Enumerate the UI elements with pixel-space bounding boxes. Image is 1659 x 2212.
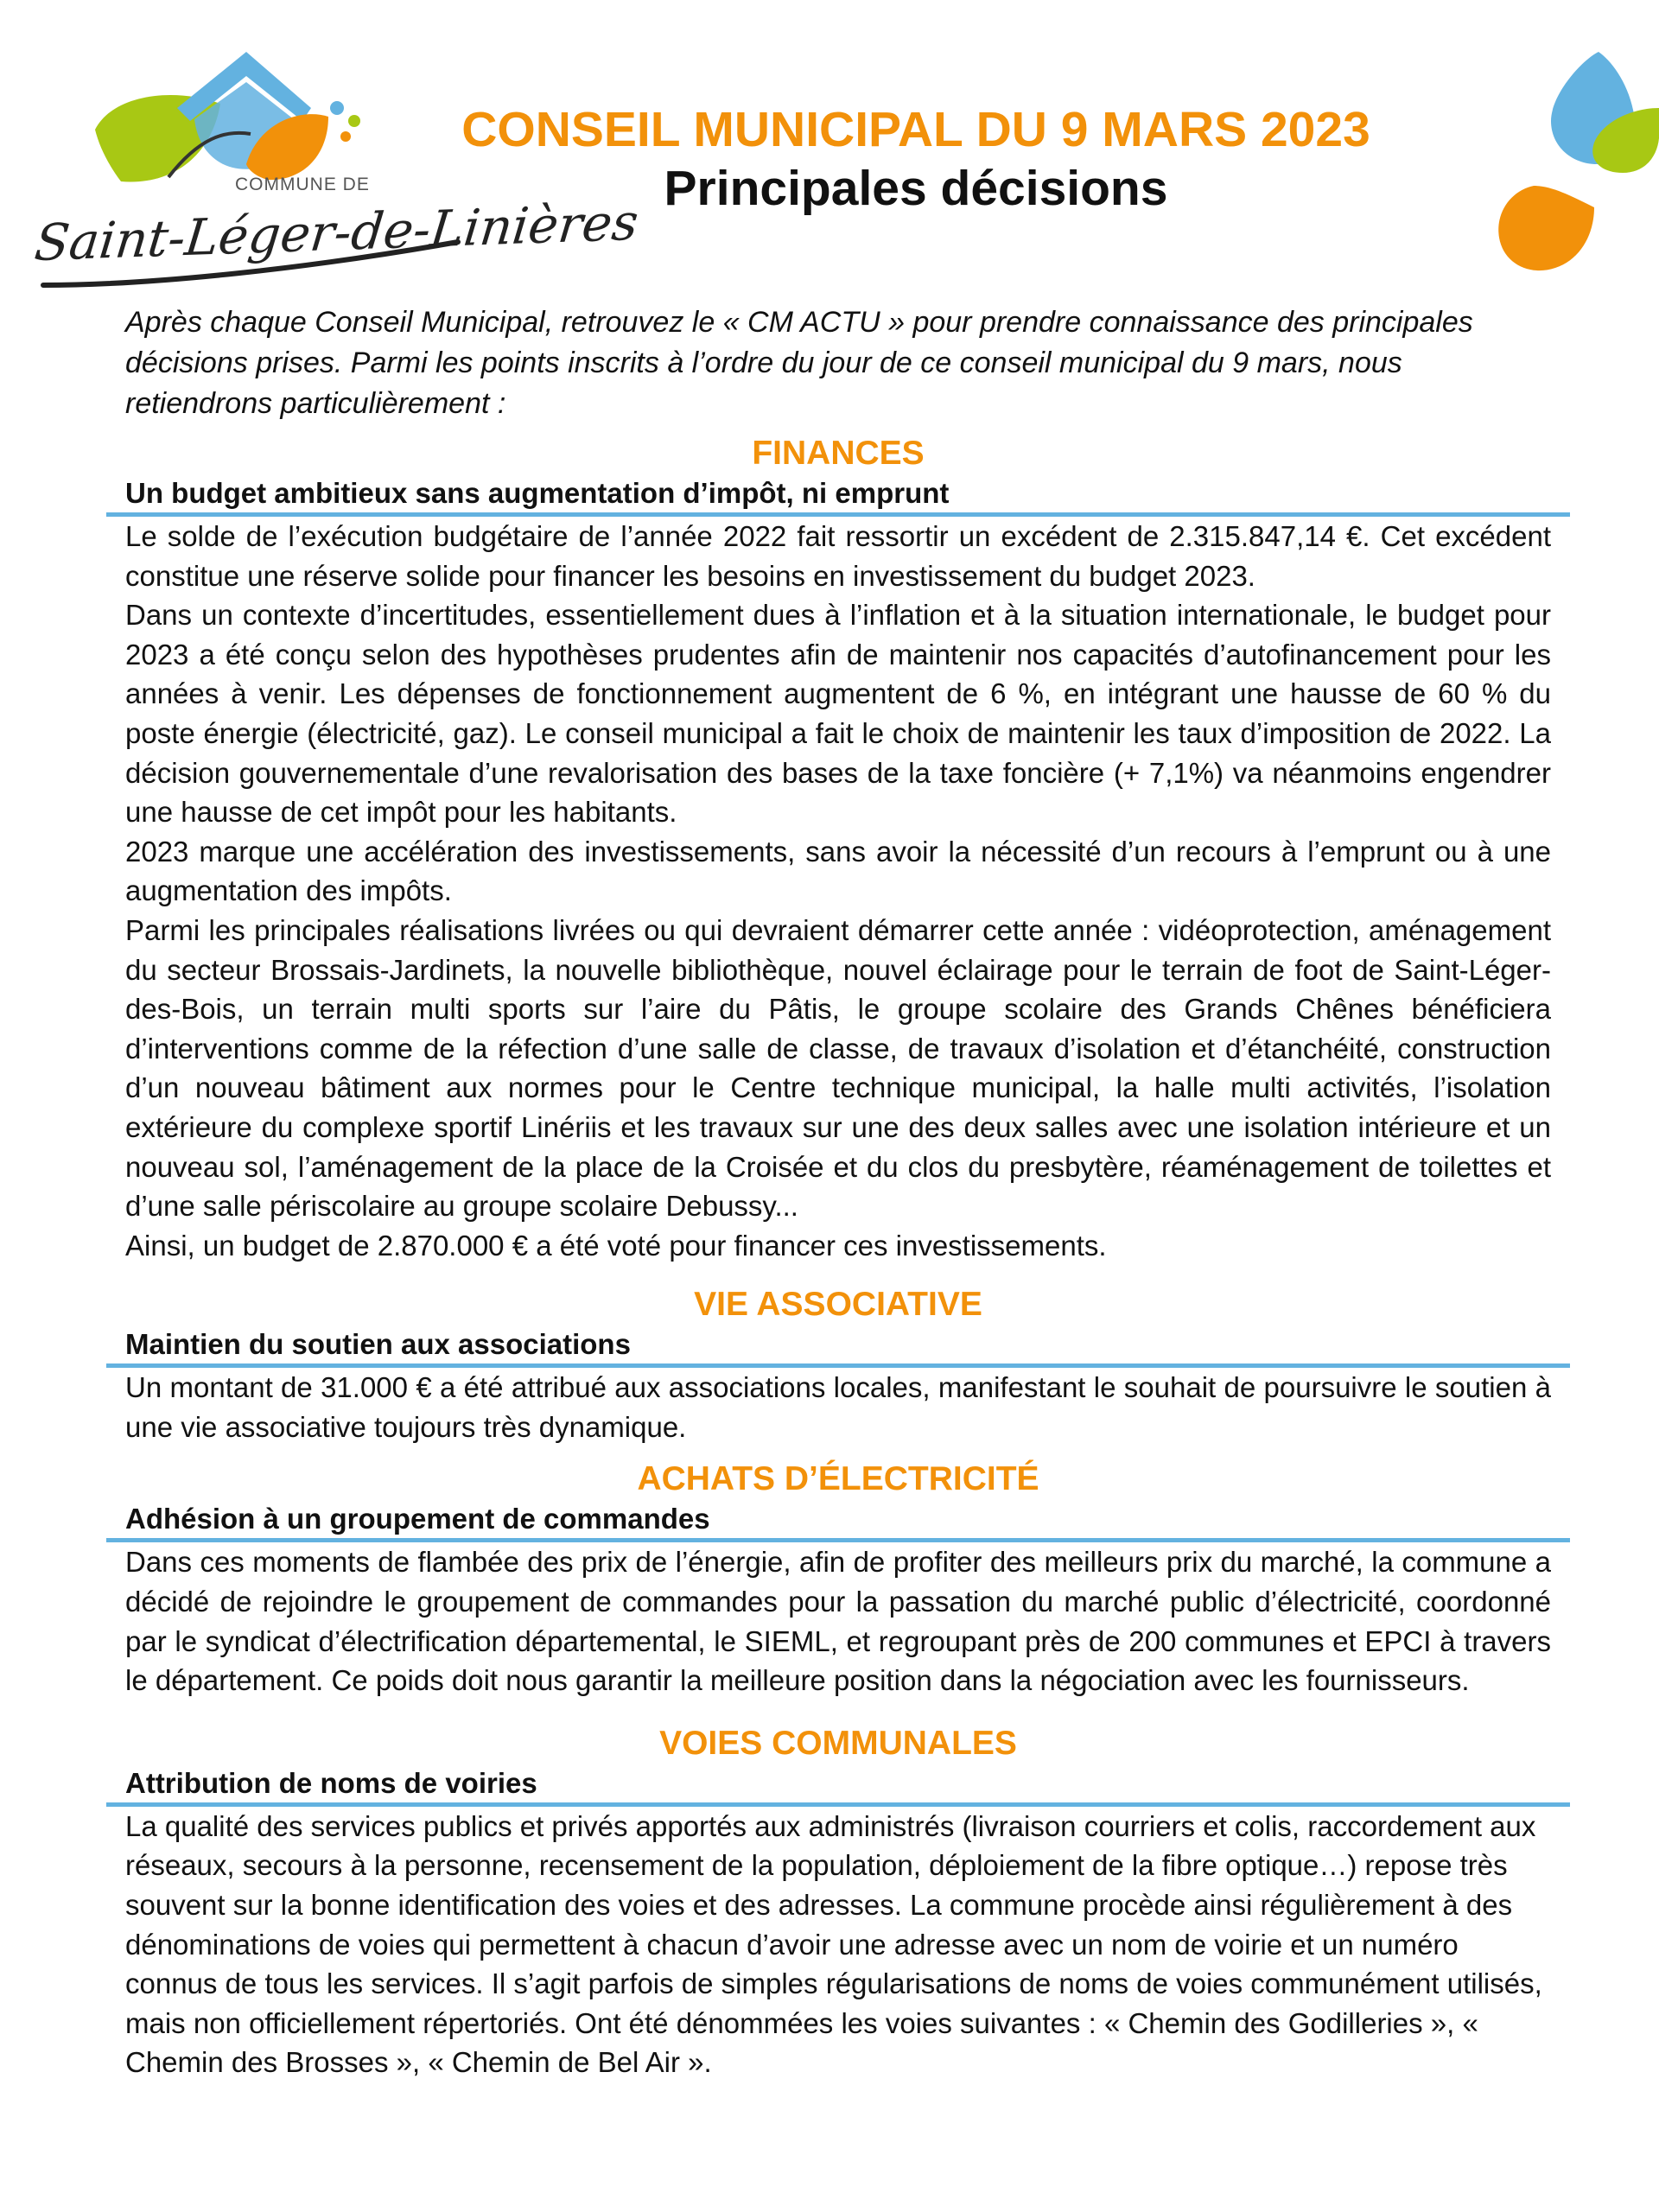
section-title: FINANCES [752, 435, 925, 472]
logo-commune-label: COMMUNE DE [235, 175, 370, 194]
page-header [432, 102, 1400, 217]
paragraph: Un montant de 31.000 € a été attribué aux associations locales, manifestant le souhait de poursuivre le soutien à une vie associative toujours très dynamique. [125, 1371, 1551, 1443]
section-finances [125, 433, 1551, 1265]
section-subtitle: Maintien du soutien aux associations [106, 1327, 1570, 1368]
section-title: VIE ASSOCIATIVE [694, 1286, 982, 1324]
section-subtitle: Attribution de noms de voiries [106, 1766, 1570, 1807]
intro-paragraph: Après chaque Conseil Municipal, retrouvez le « CM ACTU » pour prendre connaissance des principales décisions prises. Parmi les points inscrits à l’ordre du jour de ce conseil municipal du 9 mars, nous retiendrons particulièrement : [125, 306, 1473, 420]
section-subtitle: Adhésion à un groupement de commandes [106, 1502, 1570, 1542]
section-vie-associative [125, 1284, 1551, 1446]
commune-logo [26, 26, 641, 302]
logo-town-name: Saint-Léger-de-Linières [31, 192, 641, 273]
document-body [125, 302, 1551, 2082]
paragraph: Parmi les principales réalisations livrées ou qui devraient démarrer cette année : vidéoprotection, aménagement du secteur Brossais-Jardinets, la nouvelle bibliothèque, nouvel éclairage pour le terrain de foot de Saint-Léger-des-Bois, un terrain multi sports sur l’aire du Pâtis, le groupe scolaire des Grands Chênes bénéficiera d’interventions comme de la réfection d’une salle de classe, de travaux d’isolation et d’étanchéité, construction d’un nouveau bâtiment aux normes pour le Centre technique municipal, la halle multi activités, l’isolation extérieure du complexe sportif Linériis et les travaux sur une des deux salles avec une isolation intérieure et un nouveau sol, l’aménagement de la place de la Croisée et du clos du presbytère, réaménagement de toilettes et d’une salle périscolaire au groupe scolaire Debussy... [125, 913, 1551, 1223]
page-subtitle: Principales décisions [664, 160, 1168, 216]
section-achats-electricite [125, 1459, 1551, 1700]
section-subtitle: Un budget ambitieux sans augmentation d’impôt, ni emprunt [106, 476, 1570, 517]
decorative-droplets-icon [1400, 35, 1659, 311]
paragraph: 2023 marque une accélération des investissements, sans avoir la nécessité d’un recours à l’emprunt ou à une augmentation des impôts. [125, 835, 1551, 907]
section-title: VOIES COMMUNALES [659, 1724, 1017, 1762]
page-title: CONSEIL MUNICIPAL DU 9 MARS 2023 [461, 102, 1370, 157]
section-voies-communales [125, 1723, 1551, 2082]
paragraph: Le solde de l’exécution budgétaire de l’année 2022 fait ressortir un excédent de 2.315.847,14 €. Cet excédent constitue une réserve solide pour financer les besoins en investissement du budget 2023. [125, 520, 1551, 592]
paragraph: La qualité des services publics et privés apportés aux administrés (livraison courriers et colis, raccordement aux réseaux, secours à la personne, recensement de la population, déploiement de la fibre optique…) repose très souvent sur la bonne identification des voies et des adresses. La commune procède ainsi régulièrement à des dénominations de voies qui permettent à chacun d’avoir une adresse avec un nom de voirie et un numéro connus de tous les services. Il s’agit parfois de simples régularisations de noms de voies communément utilisés, mais non officiellement répertoriés. Ont été dénommées les voies suivantes : « Chemin des Godilleries », « Chemin des Brosses », « Chemin de Bel Air ». [125, 1809, 1542, 2079]
paragraph: Dans ces moments de flambée des prix de l’énergie, afin de profiter des meilleurs prix du marché, la commune a décidé de rejoindre le groupement de commandes pour la passation du marché public d’électricité, coordonné par le syndicat d’électrification départemental, le SIEML, et regroupant près de 200 communes et EPCI à travers le département. Ce poids doit nous garantir la meilleure position dans la négociation avec les fournisseurs. [125, 1546, 1551, 1697]
paragraph: Dans un contexte d’incertitudes, essentiellement dues à l’inflation et à la situation internationale, le budget pour 2023 a été conçu selon des hypothèses prudentes afin de maintenir nos capacités d’autofinancement pour les années à venir. Les dépenses de fonctionnement augmentent de 6 %, en intégrant une hausse de 60 % du poste énergie (électricité, gaz). Le conseil municipal a fait le choix de maintenir les taux d’imposition de 2022. La décision gouvernementale d’une revalorisation des bases de la taxe foncière (+ 7,1%) va néanmoins engendrer une hausse de cet impôt pour les habitants. [125, 599, 1551, 829]
section-title: ACHATS D’ÉLECTRICITÉ [637, 1460, 1039, 1498]
paragraph: Ainsi, un budget de 2.870.000 € a été voté pour financer ces investissements. [125, 1229, 1107, 1262]
